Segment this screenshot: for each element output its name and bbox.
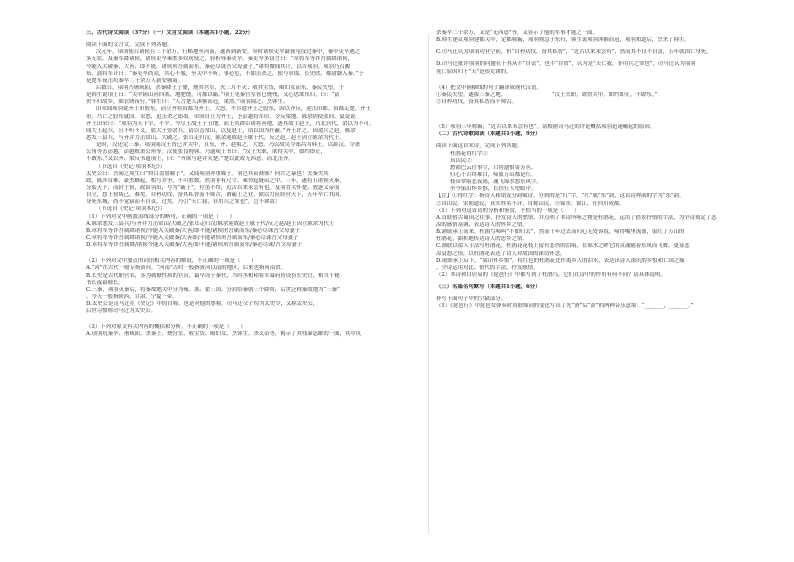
right-text-line: 真山民② xyxy=(450,157,472,164)
right-column xyxy=(436,30,756,540)
left-text-line xyxy=(86,315,418,324)
right-text-line: A.首联借古蜀国之往事，抒发诗人的愁情，并点明了本诗所咏之物是杜鹃花，运用了借景抒情的手法，为全诗奠定了悲 xyxy=(436,214,717,221)
right-text-line: 杜鹃花得红字① xyxy=(450,150,488,157)
right-text-line: （4）把文中画横线的句子翻译成现代汉语。 xyxy=(436,84,542,91)
left-text-line: C.三秦，项羽灭秦后，将秦故地关中分为雍、塞、翟三国，分封给秦朝三个降将，后世泛称秦故地为“三秦” xyxy=(86,286,340,293)
right-text-line: D.尾联承上启下，“染出怀乡恨”，将红色的杜鹃花比作离乡人的泪水，表达出诗人深沉的乡恨和亡国之痛 xyxy=(436,257,685,264)
left-text-line: A.项羽坑秦卒、屠咸阳、杀秦王、烧宫室、收宝货、略妇女、烹韩生、杀义帝等，揭示了其残暴恣睢的一面，其中坑 xyxy=(86,331,362,338)
left-text-line: 阅读下面的文言文，完成下列各题。 xyxy=(86,42,173,49)
left-text-line: 是时，汉还定三秦。项羽闻汉王皆已并关中，且东，齐、赵叛之，大怒。乃以故吴令郑昌为韩王，以距汉。令萧 xyxy=(96,142,361,149)
right-text-line: （2）本诗和白居易的《琵琶行》中都写到了杜鹃鸟，它们在诗中的作用有何不同？请具体说明。 xyxy=(436,271,666,278)
left-text-line: 公角等击彭越。彭越败萧公角等。汉使张良徇韩，乃遗项王书曰：“汉王失职，欲得关中，如约即止， xyxy=(86,149,326,156)
right-text-line: （三）名篇名句默写（本题共1小题，6分） xyxy=(436,284,541,291)
left-text-line: （1）下列对文中画波浪线部分的断句，正确的一项是（ ） xyxy=(86,213,235,220)
left-text-line: 多无状，及秦军降诸侯，诸侯吏卒乘胜多奴虏使之，轻折辱秦吏卒。秦吏卒多窃言曰：“章将军等诈吾属降诸侯， xyxy=(86,56,353,63)
left-text-line: 市，乃亡之胶东就国。荣怒，追击杀之即墨。荣因自立为齐王，予彭越将军印，令反梁地。陈余阴使张同、夏说说 xyxy=(86,113,356,120)
left-text-line: 汉元年，项羽使召诸侯兵三十余万，行略地至河南，遂西到新安。异时诸侯吏卒繇使屯戍过秦中，秦中吏卒遇之 xyxy=(96,49,361,56)
left-text-line: （3）下列对原文有关内容的概括和分析，不正确的一项是（ ） xyxy=(86,324,246,331)
left-text-line: 政，陈涉首难，豪杰蜂起，相与并争，不可胜数。然羽非有尺寸，乘势起陇亩之中，三年，遂将五诸侯灭秦， xyxy=(86,177,345,184)
left-text-line: 贵不归故乡，如衣绣夜行。”韩生曰：“人言楚人沐猴而冠，果然。”项羽闻之，烹韩生。 xyxy=(86,99,289,106)
right-text-line: （二）古代诗歌阅读（本题共1小题，9分） xyxy=(436,131,541,138)
left-text-line: 。今天一般指陕西、甘肃、宁夏一带。 xyxy=(86,293,178,300)
right-text-line: 至今染出怀乡恨，长挂行人望眼中。 xyxy=(450,186,537,193)
left-text-line: 是楚军夜击坑秦卒二十余万人新安城南。 xyxy=(86,77,184,84)
left-text-line: （节选自《史记·项羽本纪》） xyxy=(96,206,166,213)
left-text-line: 悉发三县兵，与齐并力击常山，大破之。张耳走归汉。陈余迎故赵王歇于代，反之赵。赵王因立陈余为代王。 xyxy=(86,134,345,141)
left-text-line: 书长或幕僚长。 xyxy=(86,279,124,286)
right-text-line: C.司马迁认为项羽功业空前，但“自矜功伐，奋其私智”，“近古以来未尝有”，然而其不仅不自责，五年就国亡身死。 xyxy=(436,49,712,56)
right-text-line xyxy=(436,76,756,85)
right-text-line: 。全诗运用对比、借代的手法，抒发感情。 xyxy=(436,264,539,271)
right-text-line: 杜鹃花，曲折地传达诗人的思乡之情。 xyxy=(436,236,528,243)
left-text-line: 自立，怨王侯叛己，难矣。自矜功伐，奋其私智而不师古，谓霸王之业，欲以力征经营天下，五年卒亡其国， xyxy=(86,192,345,199)
left-text-line: D.太史公是司马迁在《史记》中的自称，也是对他的尊称。司马迁父子均为太史令，又称太史公， xyxy=(86,301,319,308)
right-text-line: B.韩生建议项羽建都关中，定都称霸，项羽则急于东归，韩生说项羽沐猴而冠，项羽知道后，烹杀了韩生。 xyxy=(436,37,690,44)
right-text-line: ①秦民失望。遂拔三秦之地。 “汉王失职，欲得关中，如约即止，不敢东。” xyxy=(436,91,658,98)
left-text-line: 齐王田荣曰：“项羽为天下宰，不平。今尽王故王于丑地，而王其群臣诸将善地，逐其故主赵王，乃北居代，余以为不可。 xyxy=(86,120,375,127)
right-text-line: D.司马迁批评项羽的问题在于其从不“自责”，也不“自省”，认为是“天亡我，非用兵之罪也”，司马迁认为项羽 xyxy=(436,61,696,68)
left-text-line: 田荣闻项羽徙齐王市胶东，而立齐将田都为齐王，大怒，不肯遣齐王之胶东，因以齐反，迎击田都。田都走楚。齐王 xyxy=(96,106,371,113)
left-text-line: C.章将军等诈吾属降诸侯/今能入关破秦/大善即/不能诸侯虏吾属而东/秦必尽诛吾父母妻子 xyxy=(86,234,299,241)
right-text-line: 阅读下面这首宋诗，完成下列各题。 xyxy=(436,143,523,150)
left-text-line xyxy=(86,249,418,258)
left-text-line: （2）下列对文中加点的词语相关内容的解说，不正确的一项是（ ） xyxy=(86,258,257,265)
left-text-line: 是韩生说项王曰：“关中阻山河四塞，地肥饶，可都以霸。”项王见秦宫室皆已烧残，又心思欲东归，曰：“富 xyxy=(86,92,340,99)
left-text-line: 后世习惯称司马迁为太史公。 xyxy=(86,308,157,315)
right-text-line: 归心千古终难白，啼血万山都是红。 xyxy=(450,171,537,178)
right-text-line: 补写下面句子中的空缺部分。 xyxy=(436,296,507,303)
left-text-line: B.长史是古代职官名，多为属僚性质的官员。最早设于秦代，当时丞相和将军幕府皆设有长史官，相当于秘 xyxy=(86,272,340,279)
right-text-line: 枝带翠痕悲夜雨，魂飞锦水怨东风③。 xyxy=(450,179,542,186)
right-text-line: 杀秦卒二十余万，又是“无西意”等，又显示了他的军事才能之一面。 xyxy=(436,30,598,36)
left-text-line: 不敢东。”又以齐、梁反书遗项王，曰：“齐欲与赵并灭楚。”楚以此故无西意，而北击齐。 xyxy=(86,156,294,163)
right-text-line: ②真山民：宋朝遗民，真实姓名不详，自称山民。③锦水：锦江，在四川成都。 xyxy=(436,200,625,207)
right-text-line: （1）《琵琶行》中琵琶女弹奏时用联绵词的变化写出了先“滑”后“涩”的两种音乐意境：“_______，_______。” xyxy=(436,303,694,310)
right-text-line: ②自矜功伐，奋其私智而不师古。 xyxy=(436,98,517,105)
right-text-line xyxy=(436,115,756,124)
right-text-line: B.颔联承上而来，杜鹃鸟啼叫“不如归去”，然而千年过去而归心无处诉说，啼得嘴里流血，染红了万山的 xyxy=(436,229,685,236)
right-text-line: 凉哀怨之情，以杜鹃花表达了诗人对故国的深切怀念。 xyxy=(436,250,566,257)
left-text-line: （节选自《史记·项羽本纪》） xyxy=(96,163,166,170)
right-text-line: （1）下列对这首诗的分析和鉴赏，不恰当的一项是（ ） xyxy=(436,207,580,214)
left-text-line: 三、古代诗文阅读（37分）（一）文言文阅读（本题共1小题，22分） xyxy=(86,30,253,36)
right-text-line: （5）项羽三年称霸，“近古以来未尝有也”。请根据司马迁的评论概括项羽迅速崛起的原因。 xyxy=(436,124,656,131)
left-column xyxy=(86,30,418,540)
left-text-line: 分裂天下，而封王侯，政由羽出，号为“霸王”，位虽不终，近古以来未尝有也。及羽背关怀楚，放逐义帝而 xyxy=(86,184,340,191)
right-text-line: 凉的感情基调，表达诗人的怀乡之情。 xyxy=(436,221,528,228)
left-text-line: A.“河”在古代一般专指黄河。“河南”古时一般指黄河以南的地区，后来也指河南省。 xyxy=(86,265,286,272)
column-divider xyxy=(428,34,429,534)
right-text-line: 死亡原因归于“天”是很荒谬的。 xyxy=(436,68,512,75)
right-text-line xyxy=(436,106,756,115)
left-text-line: 身死东城，尚不觉寤而不自责，过矣。乃引“天亡我，非用兵之罪也”，岂不谬哉！ xyxy=(86,199,281,206)
left-text-line: 布、蒲将军计曰：“秦吏卒尚众，其心不服，至关中不听，事必危，不如击杀之，独与章邯、长史欣、都尉翳入秦。”于 xyxy=(86,70,364,77)
left-text-line: D.章将军等诈吾属降/诸侯今能入关破秦/大善/即不能/诸侯虏吾属而东/秦必尽诛/吾父母妻子 xyxy=(86,242,303,249)
left-text-line: 今能入关破秦，大善；即不能，诸侯虏吾属而东，秦必尽诛吾父母妻子。”诸将微闻其计，以告项羽。项羽乃召黥 xyxy=(86,63,351,70)
left-text-line: B.章将军等诈吾属降诸侯/今能入关破秦/大善/即不能/诸侯虏吾属而东/秦必尽诛吾父母妻子 xyxy=(86,227,301,234)
right-text-line: 愁锁巴云往事空，只将遗恨寄芳丛。 xyxy=(450,164,537,171)
left-text-line: 太史公曰：吾闻之周生曰“舜目盖重瞳子”，又闻项羽亦重瞳子。羽岂其苗裔邪？何兴之暴也！夫秦失其 xyxy=(86,170,329,177)
left-text-line: A.陈余悉发三县兵/与齐并力击常山/大破之/张耳走归汉/陈余迎故赵王歇于代/反之赵/赵王因立陈余为代王 xyxy=(86,220,335,227)
left-text-line: 闻大王起兵，且不听不义，愿大王资余兵，请以击常山，以复赵王，请以国为扞蔽。”齐王许之，因遣兵之赵。陈余 xyxy=(86,127,356,134)
right-text-line: C.颈联以拟人手法写杜鹃花，杜鹃花花枝上留有悲伤的泪痕，在锦水之畔它的灵魂随着东风而飞舞，更显悲 xyxy=(436,243,690,250)
right-text-line: 【注】①得红字：指诗人和朋友分韵赋诗，分到的是“红”字。“红”属“东”韵，这首诗押韵的字为“东”韵。 xyxy=(436,193,685,200)
left-text-line: 后数日，项羽乃屠咸阳，杀秦降王子婴，烧其宫室，火三月不灭；收其宝货，略妇女而东。秦民失望。于 xyxy=(96,84,344,91)
